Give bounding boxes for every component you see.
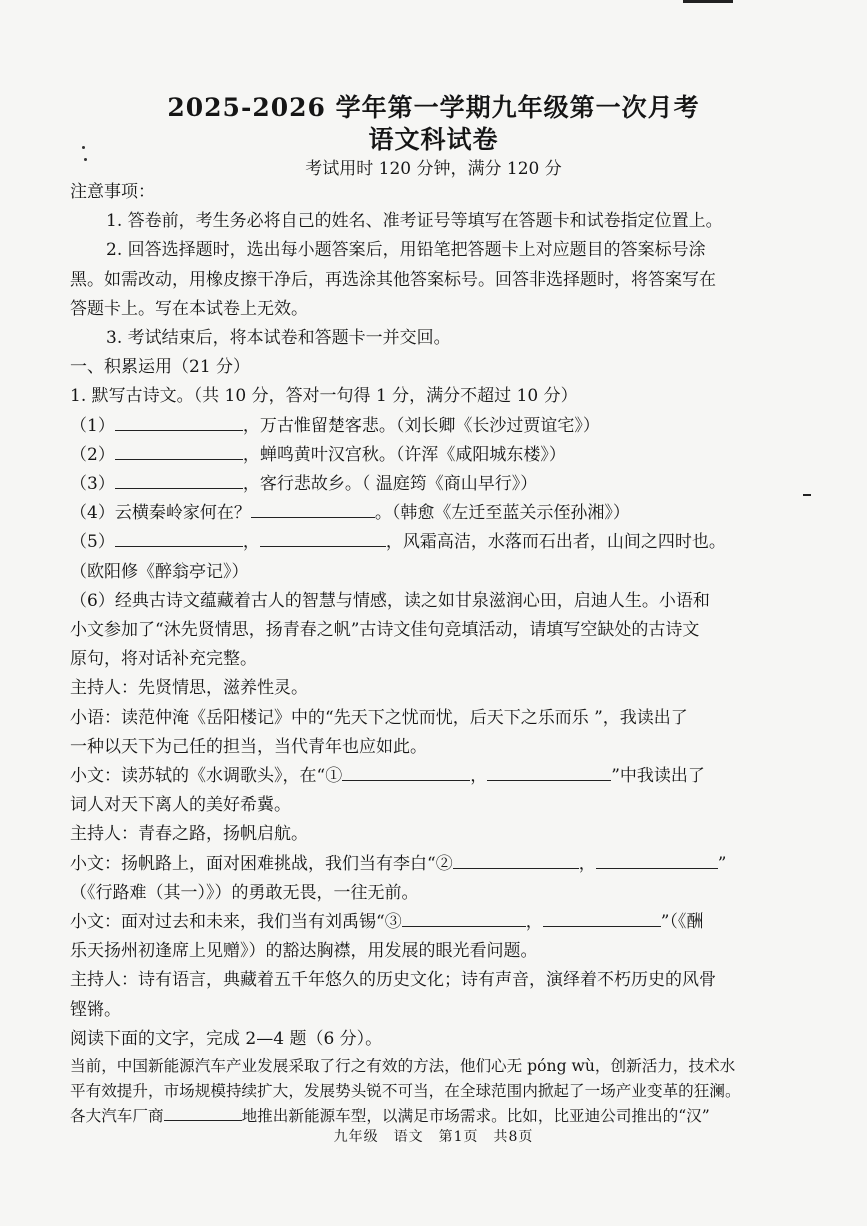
exam-subject-title: 语文科试卷 — [368, 125, 499, 154]
question-1-stem: 1. 默写古诗文。（共 10 分，答对一句得 1 分，满分不超过 10 分） — [70, 386, 578, 407]
notice-item-2-cont: 黑。如需改动，用橡皮擦干净后，再选涂其他答案标号。回答非选择题时，将答案写在 — [70, 269, 716, 290]
notice-item-3: 3. 考试结束后，将本试卷和答题卡一并交回。 — [106, 328, 451, 349]
exam-title: 2025-2026 学年第一学期九年级第一次月考 — [167, 93, 700, 122]
punctuation: ， — [525, 912, 543, 933]
question-text: ，风霜高洁，水落而石出者，山间之四时也。 — [385, 532, 726, 553]
punctuation: ， — [242, 532, 260, 553]
dialogue-host-3: 主持人：诗有语言，典藏着五千年悠久的历史文化；诗有声音，演绎着不朽历史的风骨 — [70, 970, 716, 991]
dialogue-xiaoyu-cont: 一种以天下为己任的担当，当代青年也应如此。 — [70, 736, 427, 757]
dialogue-xiaoyu: 小语：读范仲淹《岳阳楼记》中的“先天下之忧而忧，后天下之乐而乐 ”，我读出了 — [70, 707, 688, 728]
answer-blank[interactable] — [543, 910, 661, 927]
question-1-6-cont: 原句，将对话补充完整。 — [70, 649, 257, 670]
dialogue-xiaowen-3-cont: 乐天扬州初逢席上见赠》）的豁达胸襟，用发展的眼光看问题。 — [70, 941, 538, 962]
reading-instruction: 阅读下面的文字，完成 2—4 题（6 分）。 — [70, 1028, 383, 1049]
dialogue-host-3-cont: 铿锵。 — [70, 999, 121, 1020]
question-text: ，万古惟留楚客悲。（刘长卿《长沙过贾谊宅》） — [242, 415, 600, 436]
answer-blank[interactable] — [115, 472, 243, 489]
notice-heading: 注意事项： — [70, 182, 155, 202]
dialogue-text: 小文：扬帆路上，面对困难挑战，我们当有李白“② — [70, 853, 453, 874]
question-text: （4）云横秦岭家何在？ — [70, 503, 251, 524]
punctuation: ， — [470, 766, 488, 787]
answer-blank[interactable] — [487, 764, 611, 781]
notice-item-2-cont: 答题卡上。写在本试卷上无效。 — [70, 298, 308, 319]
question-number: （3） — [70, 474, 115, 495]
question-text: ，客行悲故乡。（ 温庭筠《商山早行》） — [242, 474, 538, 495]
section-heading: 一、积累运用（21 分） — [70, 357, 251, 378]
notice-item-1: 1. 答卷前，考生务必将自己的姓名、准考证号等填写在答题卡和试卷指定位置上。 — [106, 211, 723, 232]
question-1-3 — [70, 470, 810, 499]
dialogue-text: 小文：面对过去和未来，我们当有刘禹锡“③ — [70, 912, 402, 933]
passage-text: 地推出新能源车型，以满足市场需求。比如，比亚迪公司推出的“汉” — [241, 1107, 710, 1126]
exam-body — [70, 178, 810, 1129]
dialogue-xiaowen-2 — [70, 850, 810, 879]
answer-blank[interactable] — [115, 414, 243, 431]
dialogue-text: ” — [717, 853, 727, 874]
dialogue-xiaowen-3 — [70, 908, 810, 937]
punctuation: ， — [578, 853, 596, 874]
question-1-4 — [70, 499, 810, 528]
dialogue-host-1: 主持人：先贤情思，滋养性灵。 — [70, 678, 308, 699]
question-number: （5） — [70, 532, 115, 553]
dialogue-xiaowen-1 — [70, 762, 810, 791]
question-1-6-cont: 小文参加了“沐先贤情思，扬青春之帆”古诗文佳句竞填活动，请填写空缺处的古诗文 — [70, 620, 700, 641]
question-1-1 — [70, 412, 810, 441]
question-number: （2） — [70, 444, 115, 465]
dialogue-host-2: 主持人：青春之路，扬帆启航。 — [70, 824, 308, 845]
passage-text: 各大汽车厂商 — [70, 1107, 164, 1126]
question-1-6: （6）经典古诗文蕴藏着古人的智慧与情感，读之如甘泉滋润心田，启迪人生。小语和 — [70, 590, 710, 611]
reading-passage-cont: 平有效提升，市场规模持续扩大，发展势头锐不可当，在全球范围内掀起了一场产业变革的狂澜。 — [70, 1082, 741, 1101]
notice-item-2: 2. 回答选择题时，选出每小题答案后，用铅笔把答题卡上对应题目的答案标号涂 — [106, 240, 706, 261]
question-1-5 — [70, 528, 810, 557]
scan-mark-top — [683, 0, 733, 3]
question-1-5-source: （欧阳修《醉翁亭记》） — [70, 561, 249, 582]
question-1-2 — [70, 441, 810, 470]
dialogue-text: 小文：读苏轼的《水调歌头》，在“① — [70, 766, 343, 787]
question-text: 。（韩愈《左迁至蓝关示侄孙湘》） — [374, 503, 630, 524]
dialogue-text: ”（《酬 — [660, 912, 704, 933]
answer-blank[interactable] — [596, 852, 718, 869]
answer-blank[interactable] — [342, 764, 470, 781]
page-footer: 九年级 语文 第1页 共8页 — [333, 1129, 534, 1145]
answer-blank[interactable] — [251, 501, 375, 518]
question-text: ，蝉鸣黄叶汉宫秋。（许浑《咸阳城东楼》） — [242, 444, 566, 465]
answer-blank[interactable] — [260, 530, 386, 547]
answer-blank[interactable] — [115, 443, 243, 460]
answer-blank[interactable] — [115, 530, 243, 547]
answer-blank[interactable] — [453, 852, 579, 869]
answer-blank[interactable] — [402, 910, 526, 927]
dialogue-xiaowen-1-cont: 词人对天下离人的美好希冀。 — [70, 795, 291, 816]
dialogue-text: ”中我读出了 — [611, 766, 705, 787]
exam-info: 考试用时 120 分钟，满分 120 分 — [305, 159, 562, 179]
answer-blank[interactable] — [164, 1106, 242, 1121]
reading-passage: 当前，中国新能源汽车产业发展采取了行之有效的方法，他们心无 póng wù，创新活力，技术水 — [70, 1057, 736, 1076]
dialogue-xiaowen-2-cont: （《行路难（其一）》）的勇敢无畏，一往无前。 — [70, 882, 419, 903]
question-number: （1） — [70, 415, 115, 436]
